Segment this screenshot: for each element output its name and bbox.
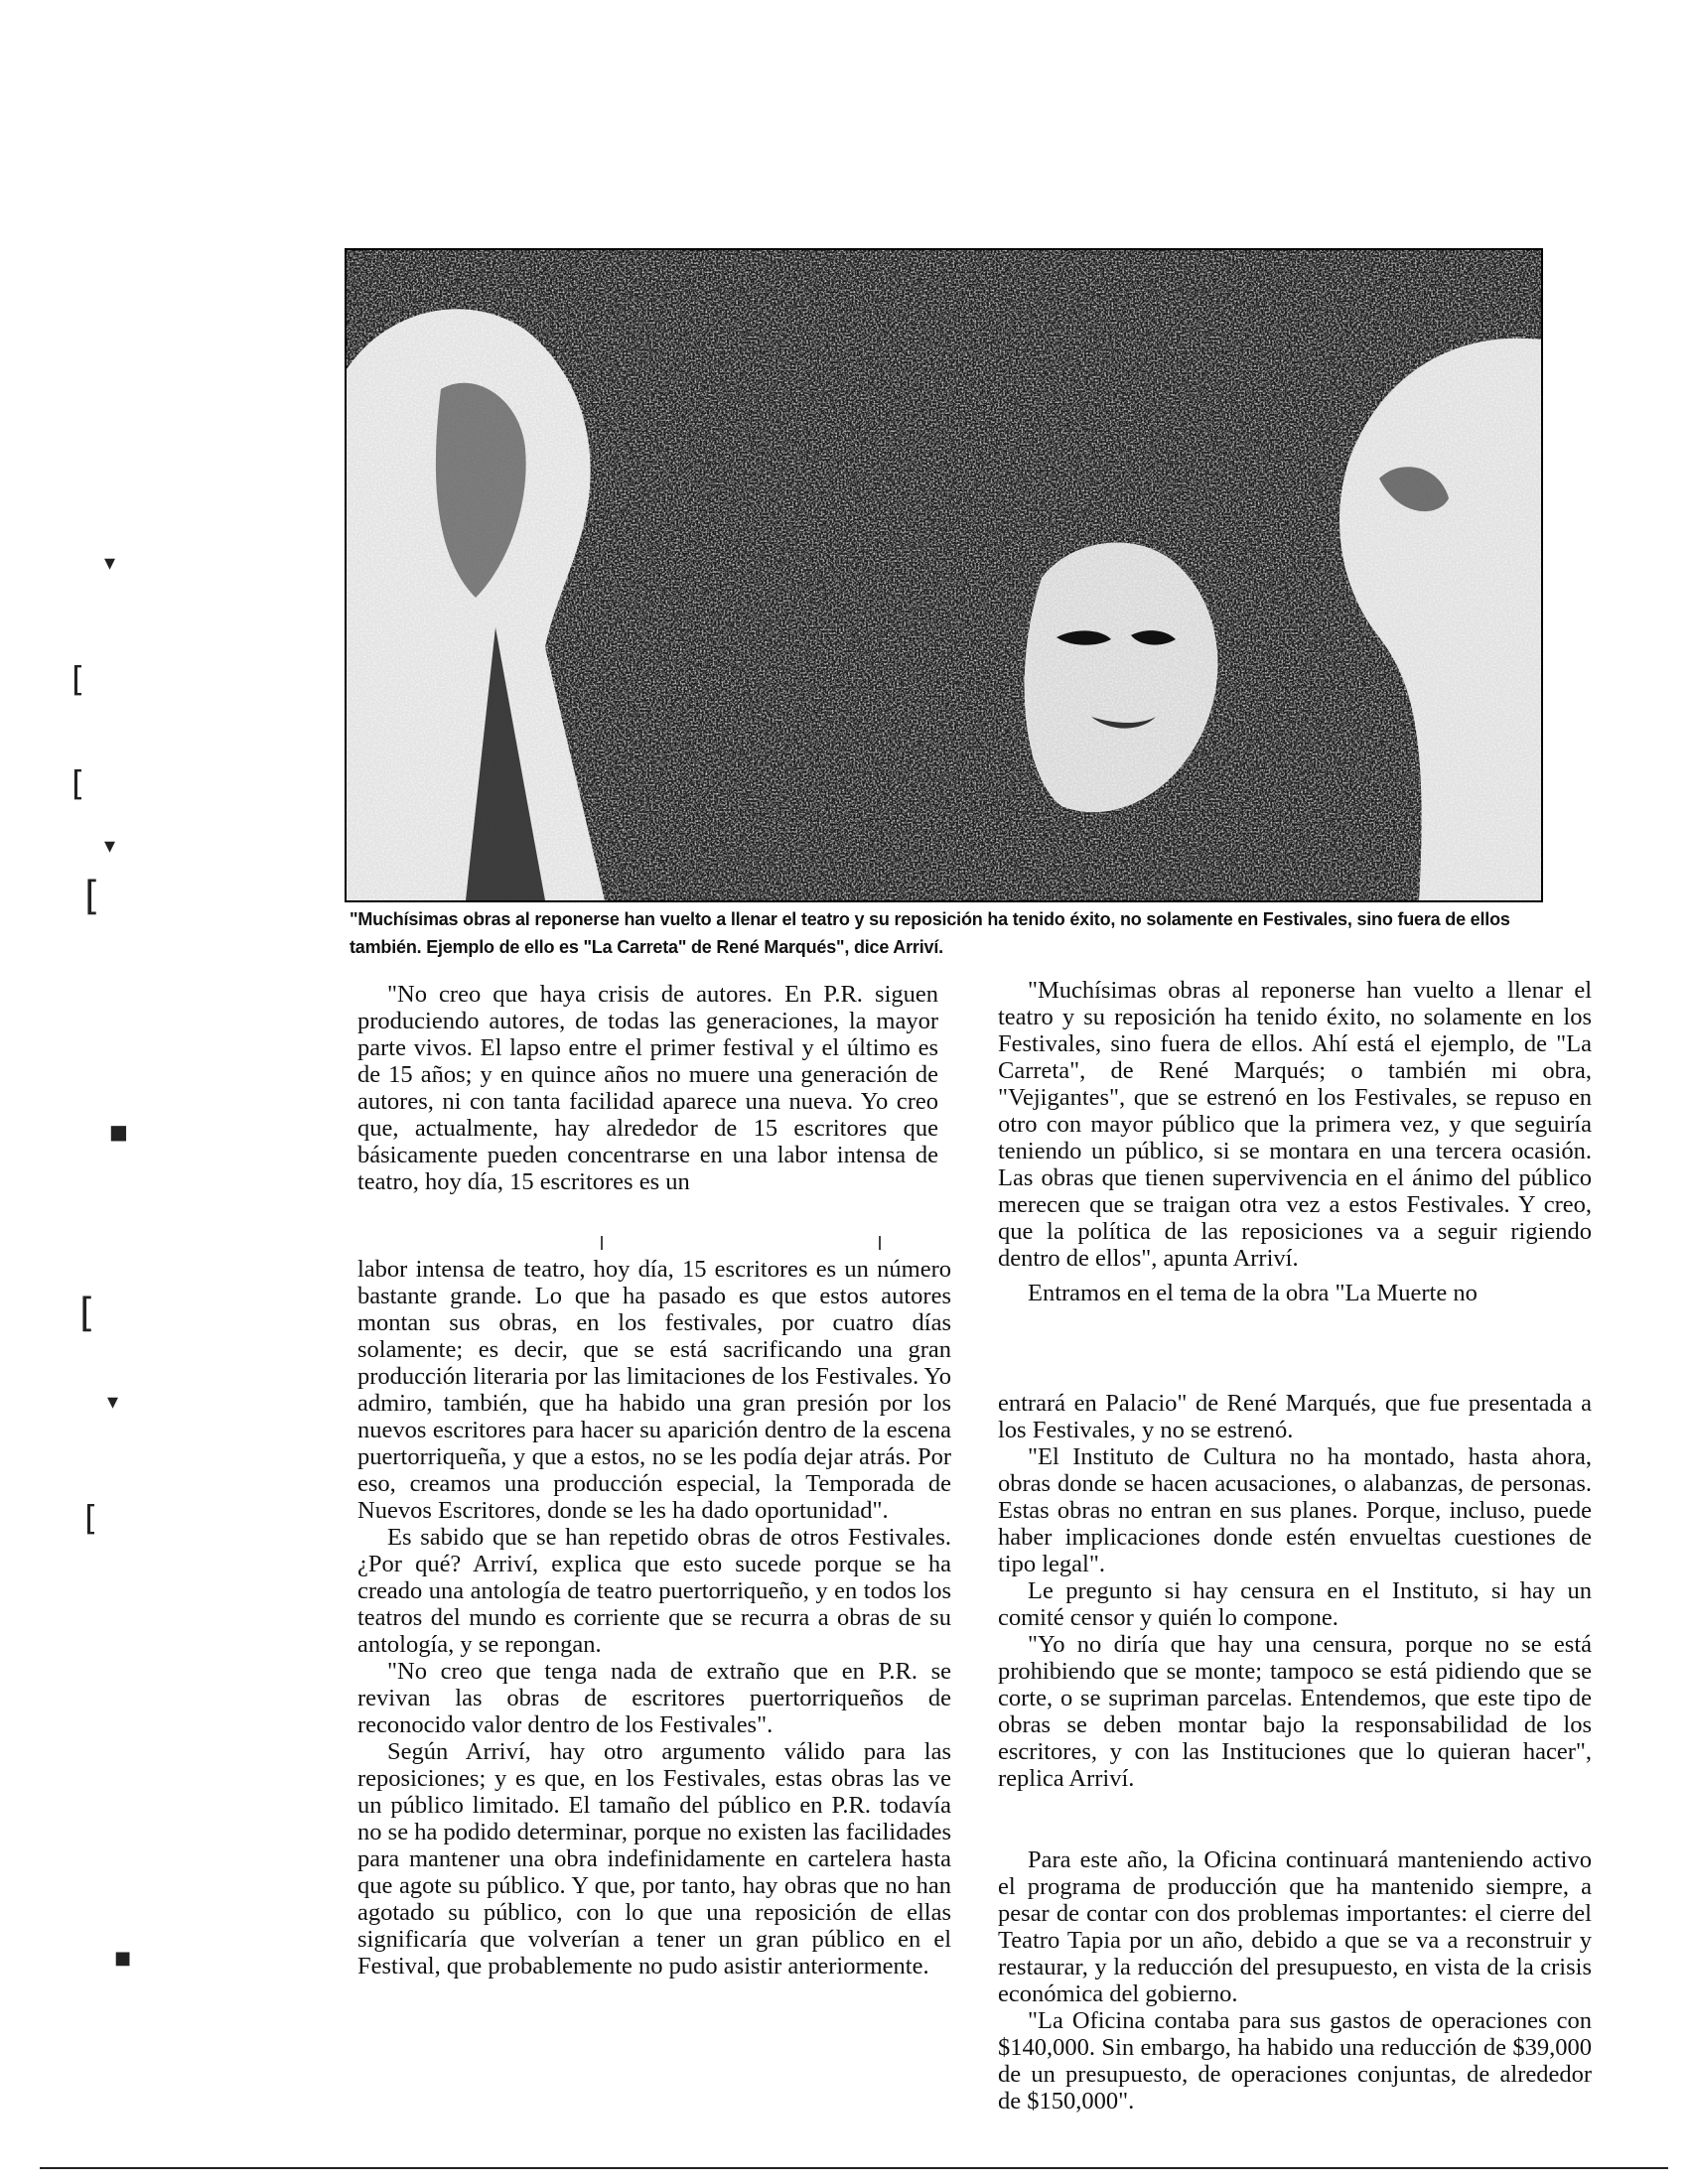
paragraph: "El Instituto de Cultura no ha montado, hasta ahora, obras donde se hacen acusaciones, o alabanzas, de personas. Estas obras no entran en sus planes. Porque, incluso, puede haber implicaciones donde estén envueltas cuestiones de tipo legal". [998,1443,1592,1577]
paragraph: "La Oficina contaba para sus gastos de operaciones con $140,000. Sin embargo, ha habido una reducción de $39,000 de un presupuesto, de operaciones conjuntas, de alrededor de $150,000". [998,2007,1592,2115]
paragraph: "Yo no diría que hay una censura, porque no se está prohibiendo que se monte; tampoco se está pidiendo que se corte, o se supriman parcelas. Entendemos, que este tipo de obras se deben montar bajo la responsabilidad de los escritores, y con las Instituciones que lo quieran hacer", replica Arriví. [998,1631,1592,1792]
article-column-left-bottom [357,1256,951,1979]
column-mark [879,1236,881,1250]
article-column-right-middle [998,1390,1592,1792]
paragraph: entrará en Palacio" de René Marqués, que fue presentada a los Festivales, y no se estrenó. [998,1390,1592,1443]
scan-mark: ■ [109,1120,128,1144]
paragraph: Según Arriví, hay otro argumento válido para las reposiciones; y es que, en los Festivales, estas obras las ve un público limitado. El tamaño del público en P.R. todavía no se ha podido determinar, porque no existen las facilidades para mantener una obra indefinidamente en cartelera hasta que agote su público. Y que, por tanto, hay obras que no han agotado su público, con lo que una reposición de ellas significaría que volverían a tener un gran público en el Festival, que probablemente no pudo asistir anteriormente. [357,1738,951,1979]
article-photo [345,248,1543,902]
column-mark [601,1236,603,1250]
paragraph: Entramos en el tema de la obra "La Muerte no [1028,1280,1478,1306]
paragraph: "Muchísimas obras al reponerse han vuelto a llenar el teatro y su reposición ha tenido éxito, no solamente en los Festivales, sino fuera de ellos. Ahí está el ejemplo, de "La Carreta", de René Marqués; o también mi obra, "Vejigantes", que se estrenó en los Festivales, se repuso en otro con mayor público que la primera vez, y que seguiría teniendo un público, si se montara en una tercera ocasión. Las obras que tienen supervivencia en el ánimo del público merecen que se traigan otra vez a estos Festivales. Y creo, que la política de las reposiciones va a seguir rigiendo dentro de ellos", apunta Arriví. [998,977,1592,1272]
photo-image [347,250,1541,900]
scan-mark: [ [84,1499,98,1539]
scan-mark: [ [79,1291,95,1336]
scan-mark: ▾ [104,551,116,576]
paragraph: "No creo que tenga nada de extraño que en P.R. se revivan las obras de escritores puertorriqueños de reconocido valor dentro de los Festivales". [357,1658,951,1738]
paragraph: Le pregunto si hay censura en el Instituto, si hay un comité censor y quién lo compone. [998,1577,1592,1631]
scan-mark: ▾ [107,1390,119,1415]
paragraph: labor intensa de teatro, hoy día, 15 escritores es un número bastante grande. Lo que ha pasado es que estos autores montan sus obras, en los festivales, por cuatro días solamente; es decir, que se está sacrificando una gran producción literaria por las limitaciones de los Festivales. Yo admiro, también, que ha habido una gran presión por los nuevos escritores para hacer su aparición dentro de la escena puertorriqueña, y que a estos, no se les podía dejar atrás. Por eso, creamos una producción especial, la Temporada de Nuevos Escritores, donde se les ha dado oportunidad". [357,1256,951,1524]
scan-mark: [ [71,764,85,804]
article-column-right-top [998,977,1592,1306]
paragraph: Para este año, la Oficina continuará manteniendo activo el programa de producción que ha mantenido siempre, a pesar de contar con dos problemas importantes: el cierre del Teatro Tapia por un año, debido a que se va a reconstruir y restaurar, y la reducción del presupuesto, en vista de la crisis económica del gobierno. [998,1846,1592,2007]
scan-mark: ▾ [104,834,116,859]
scan-mark: [ [84,874,100,919]
scan-mark: [ [71,660,85,700]
paragraph: "No creo que haya crisis de autores. En P.R. siguen produciendo autores, de todas las generaciones, la mayor parte vivos. El lapso entre el primer festival y el último es de 15 años; y en quince años no muere una generación de autores, ni con tanta facilidad aparece una nueva. Yo creo que, actualmente, hay alrededor de 15 escritores que básicamente pueden concentrarse en una labor intensa de teatro, hoy día, 15 escritores es un [357,981,938,1195]
photo-caption: "Muchísimas obras al reponerse han vuelto a llenar el teatro y su reposición ha tenido éxito, no solamente en Festivales, sino fuera de ellos también. Ejemplo de ello es "La Carreta" de René Marqués", dice Arriví. [350,909,1510,957]
article-column-left-top [357,981,938,1195]
bottom-rule [40,2167,1668,2169]
article-column-right-bottom [998,1846,1592,2115]
paragraph: Es sabido que se han repetido obras de otros Festivales. ¿Por qué? Arriví, explica que esto sucede porque se ha creado una antología de teatro puertorriqueño, y en todos los teatros del mundo es corriente que se recurra a obras de su antología, y se repongan. [357,1524,951,1658]
scan-mark: ■ [114,1948,132,1969]
